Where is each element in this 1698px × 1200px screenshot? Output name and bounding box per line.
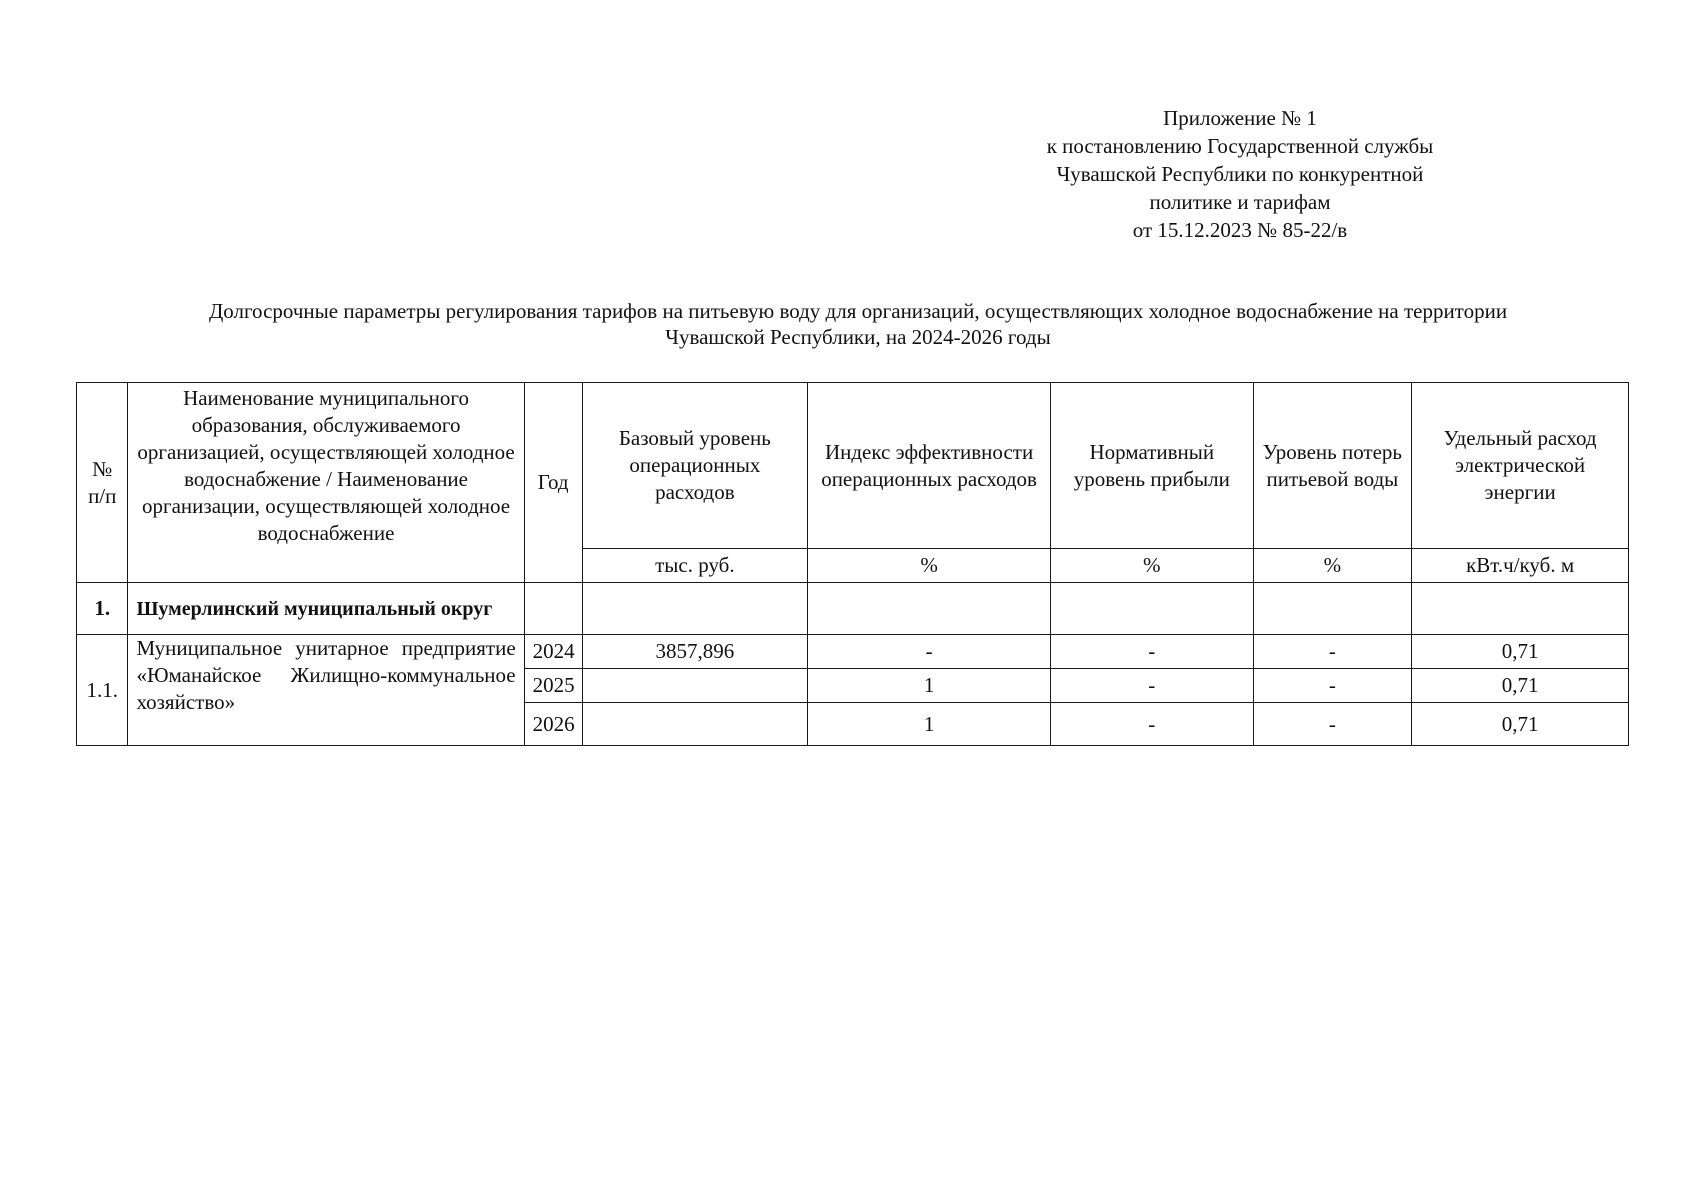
header-year: Год bbox=[524, 383, 582, 583]
tariff-parameters-table bbox=[76, 382, 1629, 746]
cell-index: 1 bbox=[808, 669, 1051, 703]
header-profit-level: Нормативный уровень прибыли bbox=[1051, 383, 1253, 549]
cell-base bbox=[582, 703, 807, 746]
cell-loss: - bbox=[1253, 703, 1412, 746]
section-name: Шумерлинский муниципальный округ bbox=[128, 583, 524, 635]
title-line: Чувашской Республики, на 2024-2026 годы bbox=[665, 325, 1051, 349]
cell-loss: - bbox=[1253, 635, 1412, 669]
header-efficiency-index: Индекс эффективности операционных расходов bbox=[808, 383, 1051, 549]
unit-energy: кВт.ч/куб. м bbox=[1412, 549, 1629, 583]
header-energy-consumption: Удельный расход электрической энергии bbox=[1412, 383, 1629, 549]
unit-base: тыс. руб. bbox=[582, 549, 807, 583]
appendix-line: к постановлению Государственной службы bbox=[1046, 134, 1434, 158]
table-cell bbox=[808, 583, 1051, 635]
cell-index: 1 bbox=[808, 703, 1051, 746]
header-name: Наименование муниципального образования, обслуживаемого организацией, осуществляющей холодное водоснабжение / Наименование организации, осуществляющей холодное водоснабжение bbox=[128, 383, 524, 583]
table-cell bbox=[582, 583, 807, 635]
header-water-loss: Уровень потерь питьевой воды bbox=[1253, 383, 1412, 549]
cell-year: 2025 bbox=[524, 669, 582, 703]
section-row bbox=[77, 583, 1629, 635]
appendix-line: политике и тарифам bbox=[1149, 190, 1331, 214]
header-base-opex: Базовый уровень операционных расходов bbox=[582, 383, 807, 549]
appendix-line: от 15.12.2023 № 85-22/в bbox=[1132, 218, 1348, 242]
section-num: 1. bbox=[77, 583, 128, 635]
table-row bbox=[77, 635, 1629, 669]
appendix-block bbox=[980, 104, 1500, 244]
unit-profit: % bbox=[1051, 549, 1253, 583]
cell-index: - bbox=[808, 635, 1051, 669]
cell-energy: 0,71 bbox=[1412, 669, 1629, 703]
cell-energy: 0,71 bbox=[1412, 635, 1629, 669]
cell-profit: - bbox=[1051, 635, 1253, 669]
cell-year: 2024 bbox=[524, 635, 582, 669]
org-name: Муниципальное унитарное предприятие «Юманайское Жилищно-коммунальное хозяйство» bbox=[128, 635, 524, 746]
table-cell bbox=[524, 583, 582, 635]
title-line: Долгосрочные параметры регулирования тарифов на питьевую воду для организаций, осуществляющих холодное водоснабжение на территории bbox=[208, 299, 1508, 323]
cell-energy: 0,71 bbox=[1412, 703, 1629, 746]
cell-profit: - bbox=[1051, 669, 1253, 703]
table-cell bbox=[1253, 583, 1412, 635]
unit-index: % bbox=[808, 549, 1051, 583]
table-cell bbox=[1051, 583, 1253, 635]
org-num: 1.1. bbox=[77, 635, 128, 746]
cell-base: 3857,896 bbox=[582, 635, 807, 669]
appendix-line: Чувашской Республики по конкурентной bbox=[1056, 162, 1424, 186]
table-cell bbox=[1412, 583, 1629, 635]
header-row bbox=[77, 383, 1629, 549]
document-title bbox=[80, 298, 1636, 350]
unit-loss: % bbox=[1253, 549, 1412, 583]
cell-base bbox=[582, 669, 807, 703]
cell-profit: - bbox=[1051, 703, 1253, 746]
cell-year: 2026 bbox=[524, 703, 582, 746]
header-num: № п/п bbox=[77, 383, 128, 583]
appendix-line: Приложение № 1 bbox=[1163, 106, 1317, 130]
cell-loss: - bbox=[1253, 669, 1412, 703]
